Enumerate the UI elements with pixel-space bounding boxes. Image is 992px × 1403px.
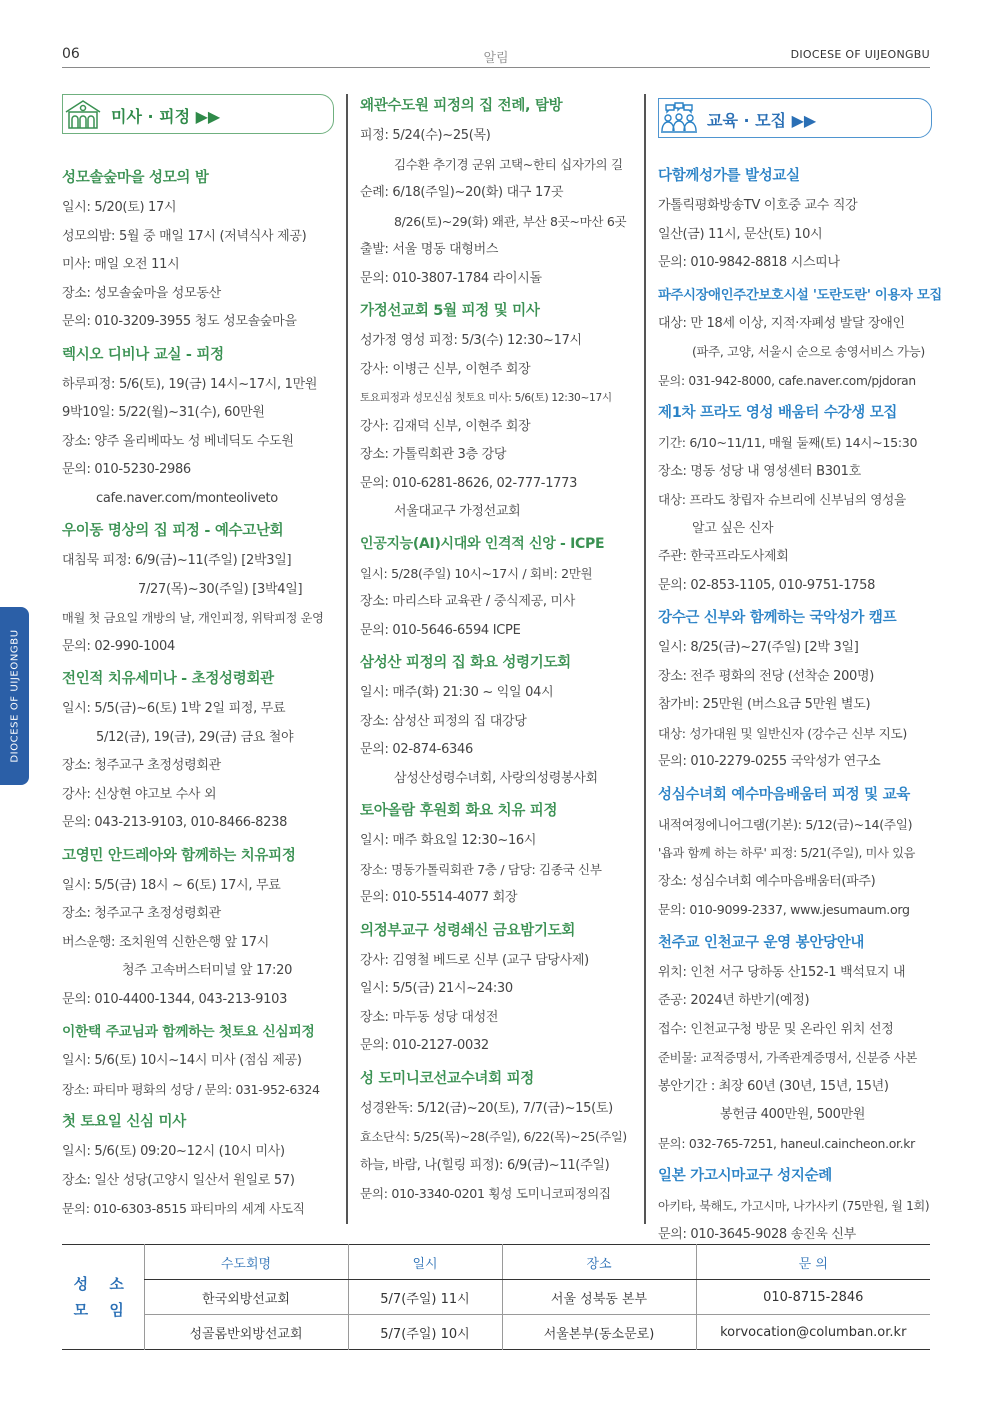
- event-line: 강사: 김영철 베드로 신부 (교구 담당사제): [360, 952, 589, 968]
- table-row: [62, 1315, 930, 1350]
- event-line: 하늘, 바람, 나(힐링 피정): 6/9(금)~11(주일): [360, 1157, 610, 1173]
- event-item: [360, 799, 632, 913]
- event-item: [62, 667, 334, 838]
- event-item: [62, 343, 334, 514]
- section-header-education-recruit: [658, 98, 932, 138]
- event-line: 일시: 5/6(토) 10시~14시 미사 (점심 제공): [62, 1053, 302, 1068]
- event-line: 출발: 서울 명동 대형버스: [360, 242, 499, 257]
- event-line: 문의: 010-3645-9028 송진욱 신부: [658, 1226, 856, 1242]
- event-item: [62, 1110, 334, 1224]
- event-line: '욥과 함께 하는 하루' 피정: 5/21(주일), 미사 있음: [658, 846, 916, 860]
- event-line: 문의: 010-9842-8818 시스띠나: [658, 255, 840, 270]
- column-header: 수도회명: [144, 1245, 348, 1280]
- page-number: 06: [62, 46, 80, 62]
- event-line: 문의: 010-6303-8515 파티마의 세계 사도직: [62, 1201, 305, 1216]
- column-mass-retreat: [62, 94, 334, 1224]
- event-line: 일시: 5/5(금) 18시 ~ 6(토) 17시, 무료: [62, 877, 281, 893]
- event-line: 하루피정: 5/6(토), 19(금) 14시~17시, 1만원: [62, 376, 318, 392]
- event-title: 삼성산 피정의 집 화요 성령기도회: [360, 655, 571, 671]
- table-header-row: [62, 1245, 930, 1280]
- event-line: 내적여정에니어그램(기본): 5/12(금)~14(주일): [658, 816, 913, 832]
- event-line: 대상: 성가대원 및 일반신자 (강수근 신부 지도): [658, 725, 907, 741]
- event-line: 대상: 프라도 창립자 슈브리에 신부님의 영성을: [658, 492, 906, 507]
- section-header-mass-retreat: [62, 94, 334, 134]
- event-line: 장소: 명동 성당 내 영성센터 B301호: [658, 463, 861, 479]
- column-mass-retreat-2: [360, 92, 632, 1209]
- event-item: [658, 606, 932, 777]
- event-line: 장소: 삼성산 피정의 집 대강당: [360, 713, 527, 729]
- event-line: 문의: 010-5514-4077 회장: [360, 890, 518, 905]
- event-item: [360, 919, 632, 1061]
- event-title: 가정선교회 5월 피정 및 미사: [360, 303, 540, 319]
- event-line: 장소: 마리스타 교육관 / 중식제공, 미사: [360, 594, 576, 609]
- event-line: 문의: 010-2279-0255 국악성가 연구소: [658, 754, 881, 769]
- event-title: 성심수녀회 예수마음배움터 피정 및 교육: [658, 786, 911, 803]
- side-tab: [0, 607, 29, 785]
- event-line: 강사: 이병근 신부, 이현주 회장: [360, 361, 531, 377]
- event-line: 미사: 매일 오전 11시: [62, 257, 180, 272]
- event-line: 삼성산성령수녀회, 사랑의성령봉사회: [394, 770, 598, 786]
- table-cell: korvocation@columban.or.kr: [696, 1315, 930, 1350]
- vocation-meeting-table: [62, 1244, 930, 1350]
- event-line: cafe.naver.com/monteoliveto: [96, 490, 278, 506]
- event-line: 문의: 010-6281-8626, 02-777-1773: [360, 475, 578, 491]
- event-item: [62, 844, 334, 1015]
- table-cell: 5/7(주일) 11시: [348, 1280, 502, 1315]
- table-label: 성 소 모 임: [73, 1275, 132, 1319]
- event-line: 봉안기간 : 최장 60년 (30년, 15년, 15년): [658, 1078, 889, 1094]
- event-line: 청주 고속버스터미널 앞 17:20: [122, 963, 293, 978]
- people-group-icon: [659, 101, 699, 135]
- event-line: 일시: 5/28(주일) 10시~17시 / 회비: 2만원: [360, 565, 593, 581]
- event-line: 버스운행: 조치원역 신한은행 앞 17시: [62, 934, 269, 950]
- table-cell: 010-8715-2846: [696, 1280, 930, 1315]
- event-line: 장소: 일산 성당(고양시 일산서 원일로 57): [62, 1172, 295, 1188]
- event-line: 강사: 김재덕 신부, 이현주 회장: [360, 418, 531, 434]
- event-line: 문의: 010-5646-6594 ICPE: [360, 622, 521, 638]
- event-item: [658, 164, 932, 278]
- event-line: 장소: 파티마 평화의 성당 / 문의: 031-952-6324: [62, 1081, 320, 1097]
- event-title: 파주시장애인주간보호시설 '도란도란' 이용자 모집: [658, 287, 942, 303]
- event-line: 일시: 5/6(토) 09:20~12시 (10시 미사): [62, 1144, 285, 1159]
- event-item: [658, 783, 932, 925]
- table-cell: 서울 성북동 본부: [502, 1280, 696, 1315]
- section-title: 교육 · 모집 ▶▶: [707, 111, 817, 130]
- event-line: 주관: 한국프라도사제회: [658, 549, 789, 564]
- page-header: [62, 44, 930, 68]
- event-title: 고영민 안드레아와 함께하는 치유피정: [62, 847, 296, 864]
- event-line: 일시: 매주(화) 21:30 ~ 익일 04시: [360, 685, 554, 700]
- event-line: 일시: 5/5(금)~6(토) 1박 2일 피정, 무료: [62, 701, 286, 716]
- event-line: 준공: 2024년 하반기(예정): [658, 993, 810, 1008]
- column-header: 일시: [348, 1245, 502, 1280]
- section-label: 알림: [483, 51, 509, 66]
- event-title: 인공지능(AI)시대와 인격적 신앙 - ICPE: [360, 535, 605, 552]
- event-item: [658, 931, 932, 1159]
- event-line: 일시: 8/25(금)~27(주일) [2박 3일]: [658, 640, 859, 655]
- column-divider-1: [346, 94, 348, 1224]
- side-tab-label: DIOCESE OF UIJEONGBU: [9, 629, 20, 763]
- event-title: 첫 토요일 신심 미사: [62, 1114, 186, 1130]
- event-title: 전인적 치유세미나 - 초정성령회관: [62, 671, 274, 687]
- event-item: [658, 284, 942, 396]
- column-header: 문 의: [696, 1245, 930, 1280]
- event-line: 장소: 성모솔숲마을 성모동산: [62, 285, 221, 301]
- event-title: 제1차 프라도 영성 배움터 수강생 모집: [658, 405, 898, 421]
- event-line: 서울대교구 가정선교회: [394, 504, 521, 519]
- event-line: 일시: 5/5(금) 21시~24:30: [360, 981, 513, 996]
- table-cell: 성골롬반외방선교회: [144, 1315, 348, 1350]
- event-line: 위치: 인천 서구 당하동 산152-1 백석묘지 내: [658, 964, 906, 980]
- event-item: [62, 519, 334, 661]
- event-line: 성모의밤: 5월 중 매일 17시 (저녁식사 제공): [62, 228, 307, 244]
- event-line: 대침묵 피정: 6/9(금)~11(주일) [2박3일]: [62, 553, 292, 568]
- event-item: [62, 166, 334, 337]
- event-line: 아키타, 북해도, 가고시마, 나가사키 (75만원, 월 1회): [658, 1199, 930, 1213]
- event-line: 장소: 가톨릭회관 3층 강당: [360, 447, 507, 462]
- event-line: 김수환 추기경 군위 고택~한티 십자가의 길: [394, 156, 623, 172]
- column-divider-2: [644, 94, 646, 1224]
- event-line: 장소: 성심수녀회 예수마음배움터(파주): [658, 873, 876, 889]
- event-line: 대상: 만 18세 이상, 지적·자폐성 발달 장애인: [658, 315, 905, 331]
- event-line: 장소: 청주교구 초정성령회관: [62, 906, 221, 921]
- event-line: 효소단식: 5/25(목)~28(주일), 6/22(목)~25(주일): [360, 1130, 627, 1144]
- church-icon: [63, 97, 103, 131]
- event-line: 장소: 마두동 성당 대성전: [360, 1009, 499, 1025]
- event-line: 성경완독: 5/12(금)~20(토), 7/7(금)~15(토): [360, 1100, 613, 1116]
- event-item: [360, 94, 632, 293]
- event-line: 봉헌금 400만원, 500만원: [720, 1107, 866, 1122]
- event-line: 문의: 010-3209-3955 청도 성모솔숲마을: [62, 314, 297, 329]
- event-title: 천주교 인천교구 운영 봉안당안내: [658, 934, 865, 951]
- event-line: 매월 첫 금요일 개방의 날, 개인피정, 위탁피정 운영: [62, 611, 324, 625]
- event-item: [658, 1164, 932, 1249]
- event-title: 이한택 주교님과 함께하는 첫토요 신심피정: [62, 1024, 315, 1040]
- event-line: 접수: 인천교구청 방문 및 온라인 위치 선정: [658, 1021, 894, 1037]
- event-line: 일시: 매주 화요일 12:30~16시: [360, 833, 537, 848]
- event-title: 우이동 명상의 집 피정 - 예수고난회: [62, 523, 284, 539]
- column-header: 장소: [502, 1245, 696, 1280]
- event-item: [62, 1020, 334, 1104]
- event-title: 성모솔숲마을 성모의 밤: [62, 170, 209, 186]
- table-cell: 서울본부(동소문로): [502, 1315, 696, 1350]
- event-item: [360, 1067, 632, 1209]
- event-line: 순례: 6/18(주일)~20(화) 대구 17곳: [360, 185, 564, 200]
- event-line: 7/27(목)~30(주일) [3박4일]: [138, 581, 303, 597]
- event-title: 다함께성가를 발성교실: [658, 168, 800, 184]
- event-line: 문의: 010-3340-0201 횡성 도미니코피정의집: [360, 1186, 611, 1201]
- event-line: 장소: 명동가톨릭회관 7층 / 담당: 김종국 신부: [360, 861, 602, 877]
- event-line: 문의: 010-5230-2986: [62, 462, 191, 477]
- event-line: 장소: 청주교구 초정성령회관: [62, 758, 221, 773]
- event-line: 일산(금) 11시, 문산(토) 10시: [658, 226, 823, 242]
- event-line: 가톨릭평화방송TV 이호중 교수 직강: [658, 198, 858, 213]
- event-title: 의정부교구 성령쇄신 금요밤기도회: [360, 922, 576, 939]
- event-title: 강수근 신부와 함께하는 국악성가 캠프: [658, 610, 897, 626]
- event-line: 준비물: 교적증명서, 가족관계증명서, 신분증 사본: [658, 1050, 918, 1065]
- event-item: [360, 299, 632, 527]
- event-line: 문의: 02-874-6346: [360, 742, 473, 757]
- event-line: (파주, 고양, 서울시 순으로 송영서비스 가능): [692, 344, 925, 359]
- event-title: 렉시오 디비나 교실 - 피정: [62, 346, 224, 363]
- event-title: 왜관수도원 피정의 집 전례, 탐방: [360, 98, 563, 114]
- event-line: 문의: 010-9099-2337, www.jesumaum.org: [658, 902, 910, 917]
- event-line: 성가정 영성 피정: 5/3(수) 12:30~17시: [360, 333, 582, 348]
- event-line: 9박10일: 5/22(월)~31(수), 60만원: [62, 405, 265, 420]
- event-line: 장소: 양주 올리베따노 성 베네딕도 수도원: [62, 433, 294, 449]
- event-title: 성 도미니코선교수녀회 피정: [360, 1070, 534, 1087]
- event-line: 5/12(금), 19(금), 29(금) 금요 철야: [96, 729, 294, 745]
- event-line: 문의: 043-213-9103, 010-8466-8238: [62, 815, 288, 830]
- event-line: 문의: 010-3807-1784 라이시돌: [360, 270, 542, 286]
- event-line: 피정: 5/24(수)~25(목): [360, 128, 491, 143]
- event-line: 참가비: 25만원 (버스요금 5만원 별도): [658, 697, 871, 712]
- table-row: [62, 1280, 930, 1315]
- event-line: 장소: 전주 평화의 전당 (선착순 200명): [658, 668, 875, 684]
- event-item: [360, 533, 632, 646]
- table-cell: 한국외방선교회: [144, 1280, 348, 1315]
- diocese-name: DIOCESE OF UIJEONGBU: [790, 48, 930, 61]
- event-line: 8/26(토)~29(화) 왜관, 부산 8곳~마산 6곳: [394, 213, 627, 229]
- event-line: 토요피정과 성모신심 첫토요 미사: 5/6(토) 12:30~17시: [360, 392, 612, 404]
- event-line: 문의: 010-2127-0032: [360, 1038, 489, 1053]
- table-cell: 5/7(주일) 10시: [348, 1315, 502, 1350]
- event-line: 기간: 6/10~11/11, 매월 둘째(토) 14시~15:30: [658, 435, 918, 450]
- event-item: [360, 651, 632, 793]
- event-line: 문의: 032-765-7251, haneul.caincheon.or.kr: [658, 1135, 915, 1151]
- event-line: 문의: 010-4400-1344, 043-213-9103: [62, 991, 288, 1007]
- event-title: 토아올람 후원회 화요 치유 피정: [360, 803, 558, 819]
- event-line: 문의: 02-853-1105, 010-9751-1758: [658, 577, 876, 593]
- event-title: 일본 가고시마교구 성지순례: [658, 1168, 832, 1184]
- event-line: 일시: 5/20(토) 17시: [62, 200, 177, 215]
- event-item: [658, 401, 932, 600]
- event-line: 문의: 031-942-8000, cafe.naver.com/pjdoran: [658, 373, 916, 388]
- event-line: 강사: 신상현 야고보 수사 외: [62, 786, 217, 802]
- column-education-recruit: [658, 94, 942, 1249]
- event-line: 알고 싶은 신자: [692, 520, 774, 536]
- section-title: 미사 · 피정 ▶▶: [111, 107, 221, 126]
- event-line: 문의: 02-990-1004: [62, 638, 175, 654]
